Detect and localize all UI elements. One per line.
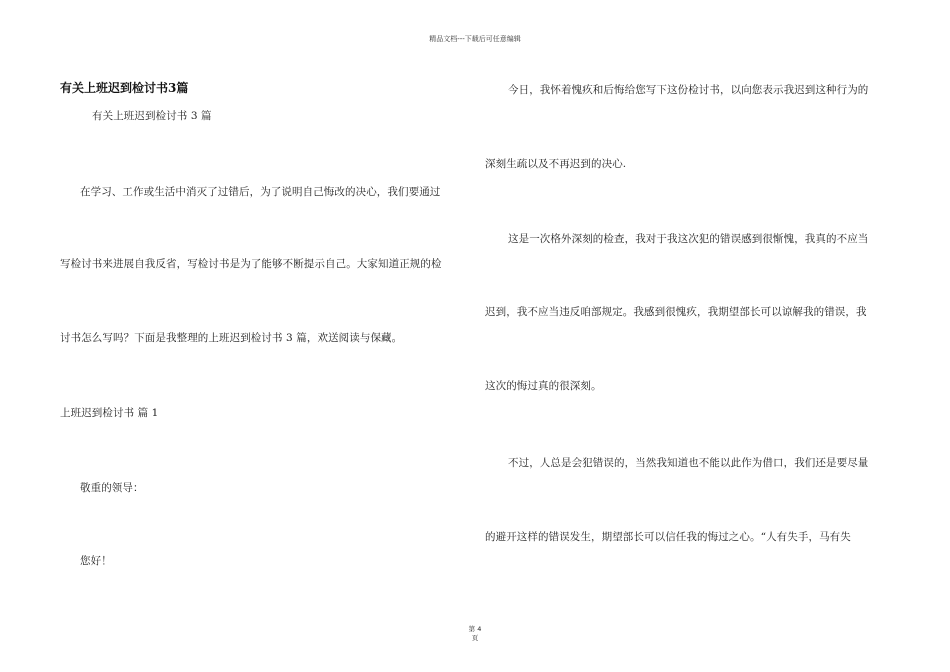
page-number <box>0 625 950 643</box>
body-line-1: 今日，我怀着愧疚和后悔给您写下这份检讨书，以向您表示我迟到这种行为的 <box>508 84 869 96</box>
body-line-4: 迟到，我不应当违反咱部规定。我感到很愧疚，我期望部长可以谅解我的错误，我 <box>485 306 867 318</box>
intro-line-1: 在学习、工作或生活中消灭了过错后，为了说明自己悔改的决心，我们要通过 <box>80 186 441 198</box>
body-line-6: 不过，人总是会犯错误的，当然我知道也不能以此作为借口，我们还是要尽量 <box>508 457 869 469</box>
page-number-suffix: 页 <box>471 634 479 642</box>
salutation: 敬重的领导： <box>80 482 144 494</box>
intro-line-2: 写检讨书来进展自我反省，写检讨书是为了能够不断提示自己。大家知道正规的检 <box>60 258 442 270</box>
body-line-7: 的避开这样的错误发生，期望部长可以信任我的悔过之心。“人有失手，马有失 <box>485 531 851 543</box>
page-number-label: 第 4 <box>468 625 482 633</box>
body-line-5: 这次的悔过真的很深刻。 <box>485 380 602 392</box>
greeting: 您好！ <box>80 555 112 567</box>
body-line-2: 深刻生疏以及不再迟到的决心. <box>485 158 627 170</box>
document-title: 有关上班迟到检讨书3篇 <box>60 81 189 95</box>
body-line-3: 这是一次格外深刻的检查，我对于我这次犯的错误感到很惭愧，我真的不应当 <box>508 233 869 245</box>
page-header: 精品文档---下载后可任意编辑 <box>429 35 521 43</box>
intro-line-3: 讨书怎么写吗？下面是我整理的上班迟到检讨书 3 篇，欢送阅读与保藏。 <box>60 332 403 344</box>
document-subtitle: 有关上班迟到检讨书 3 篇 <box>92 110 212 122</box>
section-heading: 上班迟到检讨书 篇 1 <box>60 407 159 419</box>
